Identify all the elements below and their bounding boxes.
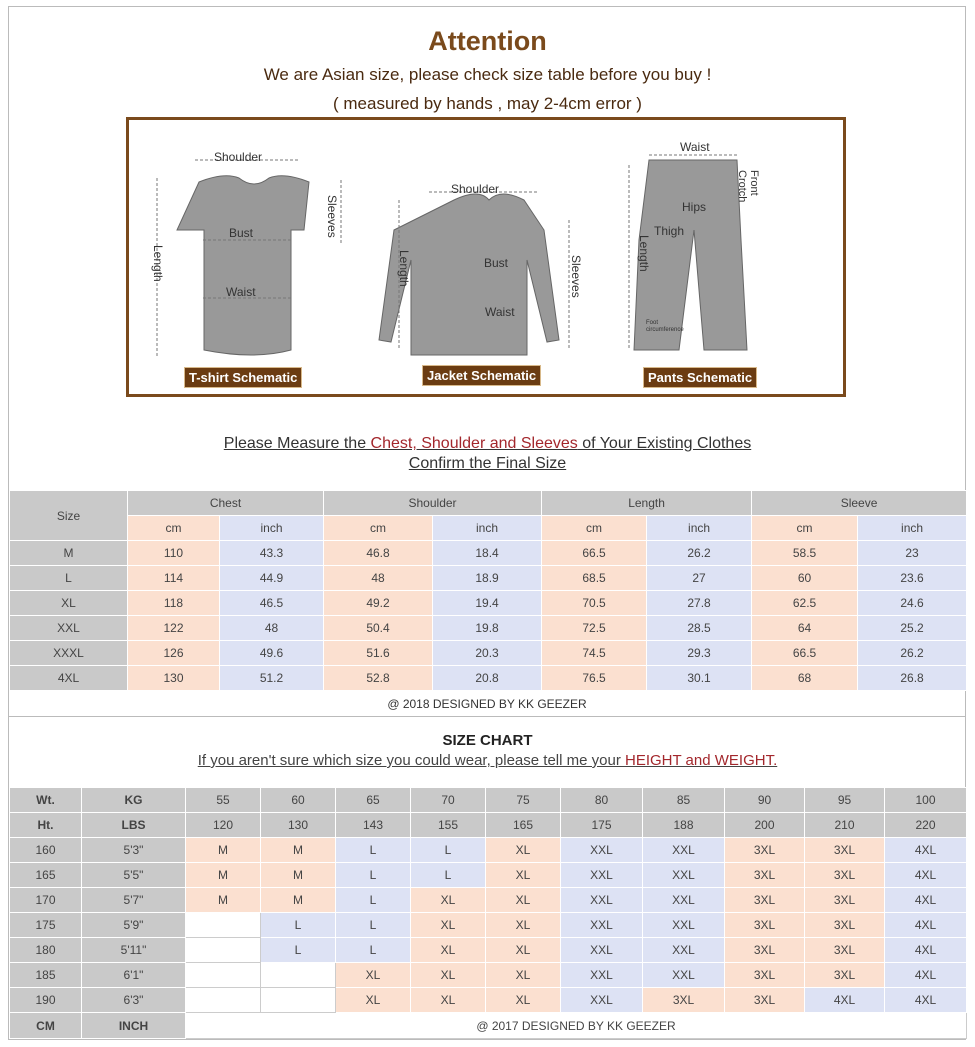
height-cm-cell: 165 — [10, 863, 82, 888]
value-cell: 74.5 — [542, 641, 647, 666]
value-cell: 27.8 — [647, 591, 752, 616]
unit-row — [10, 516, 967, 541]
size-cell: 4XL — [885, 963, 967, 988]
size-cell: XL — [486, 988, 561, 1013]
tshirt-waist-label: Waist — [226, 285, 256, 299]
section-divider — [8, 716, 966, 717]
pants-schematic-label: Pants Schematic — [643, 367, 757, 388]
size-chart-subtitle — [0, 752, 975, 769]
size-cell: XL — [486, 913, 561, 938]
height-ft-cell: 5'7" — [82, 888, 186, 913]
size-cell: XL — [486, 963, 561, 988]
size-cell: XL — [411, 913, 486, 938]
size-cell: 3XL — [805, 863, 885, 888]
size-cell: 3XL — [805, 938, 885, 963]
table-row — [10, 888, 967, 913]
pants-length-label: Length — [637, 235, 651, 272]
value-cell: 43.3 — [220, 541, 324, 566]
value-cell: 25.2 — [858, 616, 967, 641]
kg-cell: 60 — [261, 788, 336, 813]
unit-cell: inch — [220, 516, 324, 541]
value-cell: 30.1 — [647, 666, 752, 691]
size-cell: 3XL — [725, 913, 805, 938]
value-cell: 126 — [128, 641, 220, 666]
lbs-cell: 130 — [261, 813, 336, 838]
lbs-cell: 210 — [805, 813, 885, 838]
size-cell: XL — [411, 963, 486, 988]
pants-foot-label: Foot circumference — [646, 320, 684, 333]
unit-cell: inch — [647, 516, 752, 541]
value-cell: 20.8 — [433, 666, 542, 691]
value-cell: 46.8 — [324, 541, 433, 566]
size-cell: XXL — [643, 963, 725, 988]
size-cell: 4XL — [885, 938, 967, 963]
size-cell: L — [261, 913, 336, 938]
measure-credit: @ 2018 DESIGNED BY KK GEEZER — [387, 697, 587, 711]
lbs-cell: 165 — [486, 813, 561, 838]
size-cell — [261, 963, 336, 988]
tshirt-schematic-label: T-shirt Schematic — [184, 367, 302, 388]
value-cell: 62.5 — [752, 591, 858, 616]
kg-cell: 80 — [561, 788, 643, 813]
height-ft-cell: 5'9" — [82, 913, 186, 938]
size-cell: XL — [486, 888, 561, 913]
value-cell: 50.4 — [324, 616, 433, 641]
tshirt-bust-label: Bust — [229, 226, 254, 240]
size-cell: L — [411, 838, 486, 863]
note-post: of Your Existing Clothes — [577, 435, 752, 452]
ht-label: Ht. — [10, 813, 82, 838]
unit-cell: cm — [542, 516, 647, 541]
height-ft-cell: 6'3" — [82, 988, 186, 1013]
value-cell: 110 — [128, 541, 220, 566]
table-row — [10, 863, 967, 888]
size-cell: 4XL — [10, 666, 128, 691]
size-chart-sub-pre: If you aren't sure which size you could wear, please tell me your — [197, 752, 625, 769]
value-cell: 18.4 — [433, 541, 542, 566]
unit-cell: inch — [433, 516, 542, 541]
size-chart-table — [9, 787, 967, 1039]
kg-cell: 70 — [411, 788, 486, 813]
table-row — [10, 641, 967, 666]
value-cell: 28.5 — [647, 616, 752, 641]
size-cell: XXL — [643, 888, 725, 913]
kg-row — [10, 788, 967, 813]
tshirt-shoulder-label: Shoulder — [214, 150, 263, 164]
measure-note — [0, 435, 975, 453]
lbs-cell: 220 — [885, 813, 967, 838]
height-cm-cell: 170 — [10, 888, 82, 913]
note-highlight: Chest, Shoulder and Sleeves — [370, 435, 578, 452]
size-cell — [186, 938, 261, 963]
tshirt-sleeves-label: Sleeves — [325, 195, 339, 238]
size-cell: 4XL — [885, 913, 967, 938]
jacket-bust-label: Bust — [484, 256, 509, 270]
value-cell: 52.8 — [324, 666, 433, 691]
value-cell: 26.8 — [858, 666, 967, 691]
height-cm-cell: 185 — [10, 963, 82, 988]
size-cell: L — [336, 888, 411, 913]
size-cell: M — [186, 863, 261, 888]
value-cell: 29.3 — [647, 641, 752, 666]
table-row — [10, 566, 967, 591]
table-row — [10, 616, 967, 641]
size-cell: XXL — [643, 938, 725, 963]
value-cell: 122 — [128, 616, 220, 641]
table-row — [10, 963, 967, 988]
size-cell: XL — [411, 888, 486, 913]
size-cell: XL — [486, 863, 561, 888]
size-cell: M — [10, 541, 128, 566]
size-cell: 3XL — [643, 988, 725, 1013]
value-cell: 18.9 — [433, 566, 542, 591]
value-cell: 72.5 — [542, 616, 647, 641]
size-cell: XL — [10, 591, 128, 616]
value-cell: 51.6 — [324, 641, 433, 666]
size-cell: XXL — [561, 913, 643, 938]
sleeve-header: Sleeve — [752, 491, 967, 516]
jacket-shoulder-label: Shoulder — [451, 182, 500, 196]
table-row — [10, 838, 967, 863]
size-cell: 3XL — [725, 863, 805, 888]
value-cell: 19.8 — [433, 616, 542, 641]
height-ft-cell: 5'11" — [82, 938, 186, 963]
attention-line-1: We are Asian size, please check size table before you buy ! — [263, 65, 712, 84]
size-cell: 3XL — [805, 963, 885, 988]
lbs-cell: 155 — [411, 813, 486, 838]
lbs-cell: 120 — [186, 813, 261, 838]
table-row — [10, 541, 967, 566]
size-cell: 3XL — [725, 838, 805, 863]
value-cell: 58.5 — [752, 541, 858, 566]
value-cell: 49.2 — [324, 591, 433, 616]
kg-label: KG — [82, 788, 186, 813]
schematic-panel — [126, 117, 846, 397]
size-cell: 4XL — [885, 863, 967, 888]
size-cell: 4XL — [885, 988, 967, 1013]
size-header: Size — [10, 491, 128, 541]
table-row — [10, 666, 967, 691]
value-cell: 23 — [858, 541, 967, 566]
size-cell: L — [261, 938, 336, 963]
value-cell: 66.5 — [542, 541, 647, 566]
note-pre: Please Measure the — [223, 435, 371, 452]
height-ft-cell: 5'3" — [82, 838, 186, 863]
attention-title: Attention — [428, 26, 547, 56]
size-cell: L — [336, 938, 411, 963]
kg-cell: 100 — [885, 788, 967, 813]
size-cell: 3XL — [805, 913, 885, 938]
size-cell: XL — [411, 938, 486, 963]
lbs-cell: 188 — [643, 813, 725, 838]
jacket-schematic-label: Jacket Schematic — [422, 365, 541, 386]
size-cell — [186, 988, 261, 1013]
size-cell: L — [411, 863, 486, 888]
length-header: Length — [542, 491, 752, 516]
height-ft-cell: 5'5" — [82, 863, 186, 888]
value-cell: 114 — [128, 566, 220, 591]
inch-label: INCH — [82, 1013, 186, 1039]
size-cell: 3XL — [725, 938, 805, 963]
measure-note-line-2: Confirm the Final Size — [408, 455, 567, 472]
size-cell: XXL — [10, 616, 128, 641]
height-cm-cell: 180 — [10, 938, 82, 963]
kg-cell: 90 — [725, 788, 805, 813]
chest-header: Chest — [128, 491, 324, 516]
size-cell: M — [261, 838, 336, 863]
size-cell: XL — [336, 988, 411, 1013]
value-cell: 48 — [220, 616, 324, 641]
size-cell: XXL — [561, 838, 643, 863]
size-cell — [261, 988, 336, 1013]
value-cell: 49.6 — [220, 641, 324, 666]
tshirt-length-label: Length — [151, 245, 165, 282]
size-cell: M — [261, 863, 336, 888]
tshirt-drawing — [177, 176, 309, 355]
value-cell: 66.5 — [752, 641, 858, 666]
size-cell: M — [261, 888, 336, 913]
height-cm-cell: 175 — [10, 913, 82, 938]
size-chart-title: SIZE CHART — [442, 732, 533, 749]
size-cell: XXXL — [10, 641, 128, 666]
kg-cell: 65 — [336, 788, 411, 813]
kg-cell: 85 — [643, 788, 725, 813]
size-chart-sub-highlight: HEIGHT and WEIGHT. — [624, 752, 778, 769]
jacket-length-label: Length — [397, 250, 411, 287]
unit-cell: cm — [128, 516, 220, 541]
value-cell: 70.5 — [542, 591, 647, 616]
lbs-cell: 175 — [561, 813, 643, 838]
value-cell: 130 — [128, 666, 220, 691]
value-cell: 26.2 — [647, 541, 752, 566]
size-cell: XXL — [643, 913, 725, 938]
table-row — [10, 938, 967, 963]
size-cell: XXL — [643, 863, 725, 888]
table-row — [10, 988, 967, 1013]
value-cell: 23.6 — [858, 566, 967, 591]
size-cell: 3XL — [725, 988, 805, 1013]
size-cell: L — [336, 913, 411, 938]
value-cell: 19.4 — [433, 591, 542, 616]
size-cell: XXL — [561, 988, 643, 1013]
size-cell: XXL — [561, 888, 643, 913]
wt-label: Wt. — [10, 788, 82, 813]
size-cell: XL — [336, 963, 411, 988]
jacket-waist-label: Waist — [485, 305, 515, 319]
size-cell: L — [10, 566, 128, 591]
measurement-table — [9, 490, 967, 691]
pants-hips-label: Hips — [682, 200, 707, 214]
value-cell: 26.2 — [858, 641, 967, 666]
size-cell: 3XL — [805, 838, 885, 863]
value-cell: 20.3 — [433, 641, 542, 666]
unit-cell: cm — [324, 516, 433, 541]
footer-row — [10, 1013, 967, 1039]
shoulder-header: Shoulder — [324, 491, 542, 516]
lbs-label: LBS — [82, 813, 186, 838]
height-cm-cell: 190 — [10, 988, 82, 1013]
value-cell: 76.5 — [542, 666, 647, 691]
size-cell: XXL — [561, 938, 643, 963]
lbs-row — [10, 813, 967, 838]
height-cm-cell: 160 — [10, 838, 82, 863]
kg-cell: 95 — [805, 788, 885, 813]
kg-cell: 55 — [186, 788, 261, 813]
size-cell: XL — [486, 938, 561, 963]
kg-cell: 75 — [486, 788, 561, 813]
size-cell: 3XL — [725, 888, 805, 913]
lbs-cell: 200 — [725, 813, 805, 838]
table-row — [10, 591, 967, 616]
value-cell: 24.6 — [858, 591, 967, 616]
value-cell: 64 — [752, 616, 858, 641]
value-cell: 48 — [324, 566, 433, 591]
value-cell: 60 — [752, 566, 858, 591]
lbs-cell: 143 — [336, 813, 411, 838]
size-cell: M — [186, 838, 261, 863]
size-cell: L — [336, 838, 411, 863]
value-cell: 118 — [128, 591, 220, 616]
measure-body — [10, 541, 967, 691]
cm-label: CM — [10, 1013, 82, 1039]
size-chart-body — [10, 838, 967, 1013]
size-cell: 4XL — [805, 988, 885, 1013]
height-ft-cell: 6'1" — [82, 963, 186, 988]
size-cell: M — [186, 888, 261, 913]
value-cell: 68.5 — [542, 566, 647, 591]
value-cell: 27 — [647, 566, 752, 591]
value-cell: 68 — [752, 666, 858, 691]
size-cell — [186, 963, 261, 988]
jacket-sleeves-label: Sleeves — [569, 255, 583, 298]
size-cell: XXL — [561, 863, 643, 888]
size-cell: XXL — [643, 838, 725, 863]
pants-thigh-label: Thigh — [654, 224, 685, 238]
size-cell: XL — [486, 838, 561, 863]
value-cell: 51.2 — [220, 666, 324, 691]
table-row — [10, 913, 967, 938]
size-cell: 4XL — [885, 838, 967, 863]
size-chart-credit: @ 2017 DESIGNED BY KK GEEZER — [186, 1013, 967, 1039]
size-cell: L — [336, 863, 411, 888]
pants-front-crotch-label: Front Crotch — [736, 170, 760, 203]
size-cell: 3XL — [725, 963, 805, 988]
size-cell: 4XL — [885, 888, 967, 913]
value-cell: 46.5 — [220, 591, 324, 616]
pants-waist-label: Waist — [680, 140, 710, 154]
value-cell: 44.9 — [220, 566, 324, 591]
size-cell: XL — [411, 988, 486, 1013]
unit-cell: cm — [752, 516, 858, 541]
size-cell: 3XL — [805, 888, 885, 913]
size-cell: XXL — [561, 963, 643, 988]
size-cell — [186, 913, 261, 938]
unit-cell: inch — [858, 516, 967, 541]
attention-line-2: ( measured by hands , may 2-4cm error ) — [333, 94, 642, 113]
